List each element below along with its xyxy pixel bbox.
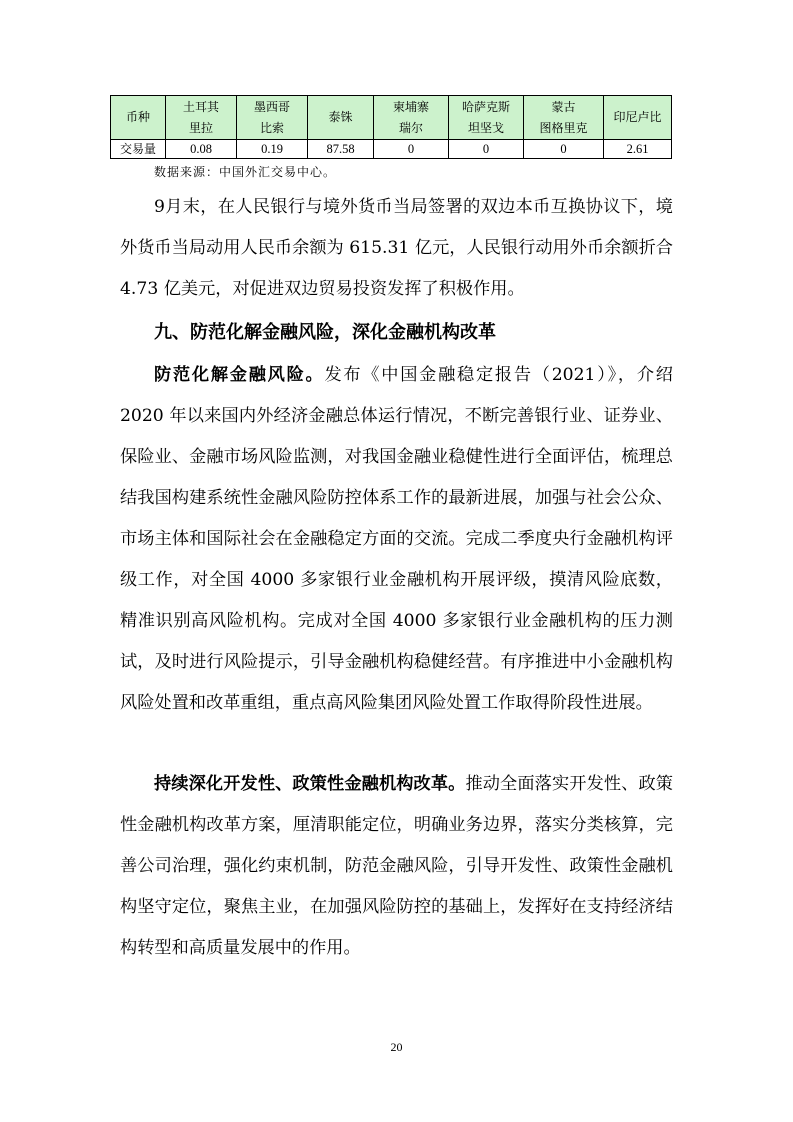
table-cell: 0: [449, 140, 524, 159]
paragraph-body: 推动全面落实开发性、政策性金融机构改革方案，厘清职能定位，明确业务边界，落实分类核算，完善公司治理，强化约束机制，防范金融风险，引导开发性、政策性金融机构坚守定位，聚焦主业，在加强风险防控的基础上，发挥好在支持经济结构转型和高质量发展中的作用。: [120, 774, 673, 958]
table-row: [111, 140, 672, 159]
section-heading: 九、防范化解金融风险，深化金融机构改革: [154, 322, 496, 343]
header-cell-cambodian-riel: 柬埔寨 瑞尔: [374, 96, 449, 140]
header-cell-currency: 币种: [111, 96, 166, 140]
header-cell-indonesian-rupiah: 印尼卢比: [604, 96, 672, 140]
paragraph-lead: 防范化解金融风险。: [154, 365, 325, 385]
data-source-note: 数据来源：中国外汇交易中心。: [154, 165, 337, 179]
table-cell: 87.58: [308, 140, 374, 159]
paragraph-institution-reform: [120, 764, 673, 969]
header-cell-thai-baht: 泰铢: [308, 96, 374, 140]
header-cell-kazakh-tenge: 哈萨克斯 坦坚戈: [449, 96, 524, 140]
table-cell: 0.19: [237, 140, 308, 159]
page-number: 20: [390, 1040, 403, 1054]
paragraph-swap-usage: 9月末，在人民银行与境外货币当局签署的双边本币互换协议下，境外货币当局动用人民币余额为 615.31 亿元，人民银行动用外币余额折合 4.73 亿美元，对促进双边贸易投资发挥了积极作用。: [120, 197, 673, 299]
paragraph-risk-prevention: [120, 355, 673, 724]
row-label-volume: 交易量: [111, 140, 166, 159]
header-cell-mexican-peso: 墨西哥 比索: [237, 96, 308, 140]
table-cell: 0: [374, 140, 449, 159]
table-cell: 0: [524, 140, 604, 159]
table-cell: 0.08: [166, 140, 237, 159]
table-header-row: [111, 96, 672, 140]
header-cell-mongolian-tugrik: 蒙古 图格里克: [524, 96, 604, 140]
paragraph-body: 发布《中国金融稳定报告（2021）》，介绍 2020 年以来国内外经济金融总体运行情况，不断完善银行业、证券业、保险业、金融市场风险监测，对我国金融业稳健性进行全面评估，梳理总结我国构建系统性金融风险防控体系工作的最新进展，加强与社会公众、市场主体和国际社会在金融稳定方面的交流。完成二季度央行金融机构评级工作，对全国 4000 多家银行业金融机构开展评级，摸清风险底数，精准识别高风险机构。完成对全国 4000 多家银行业金融机构的压力测试，及时进行风险提示，引导金融机构稳健经营。有序推进中小金融机构风险处置和改革重组，重点高风险集团风险处置工作取得阶段性进展。: [120, 365, 673, 713]
currency-trading-table: [110, 95, 672, 159]
paragraph-lead: 持续深化开发性、政策性金融机构改革。: [154, 774, 466, 794]
table-cell: 2.61: [604, 140, 672, 159]
header-cell-turkish-lira: 土耳其 里拉: [166, 96, 237, 140]
